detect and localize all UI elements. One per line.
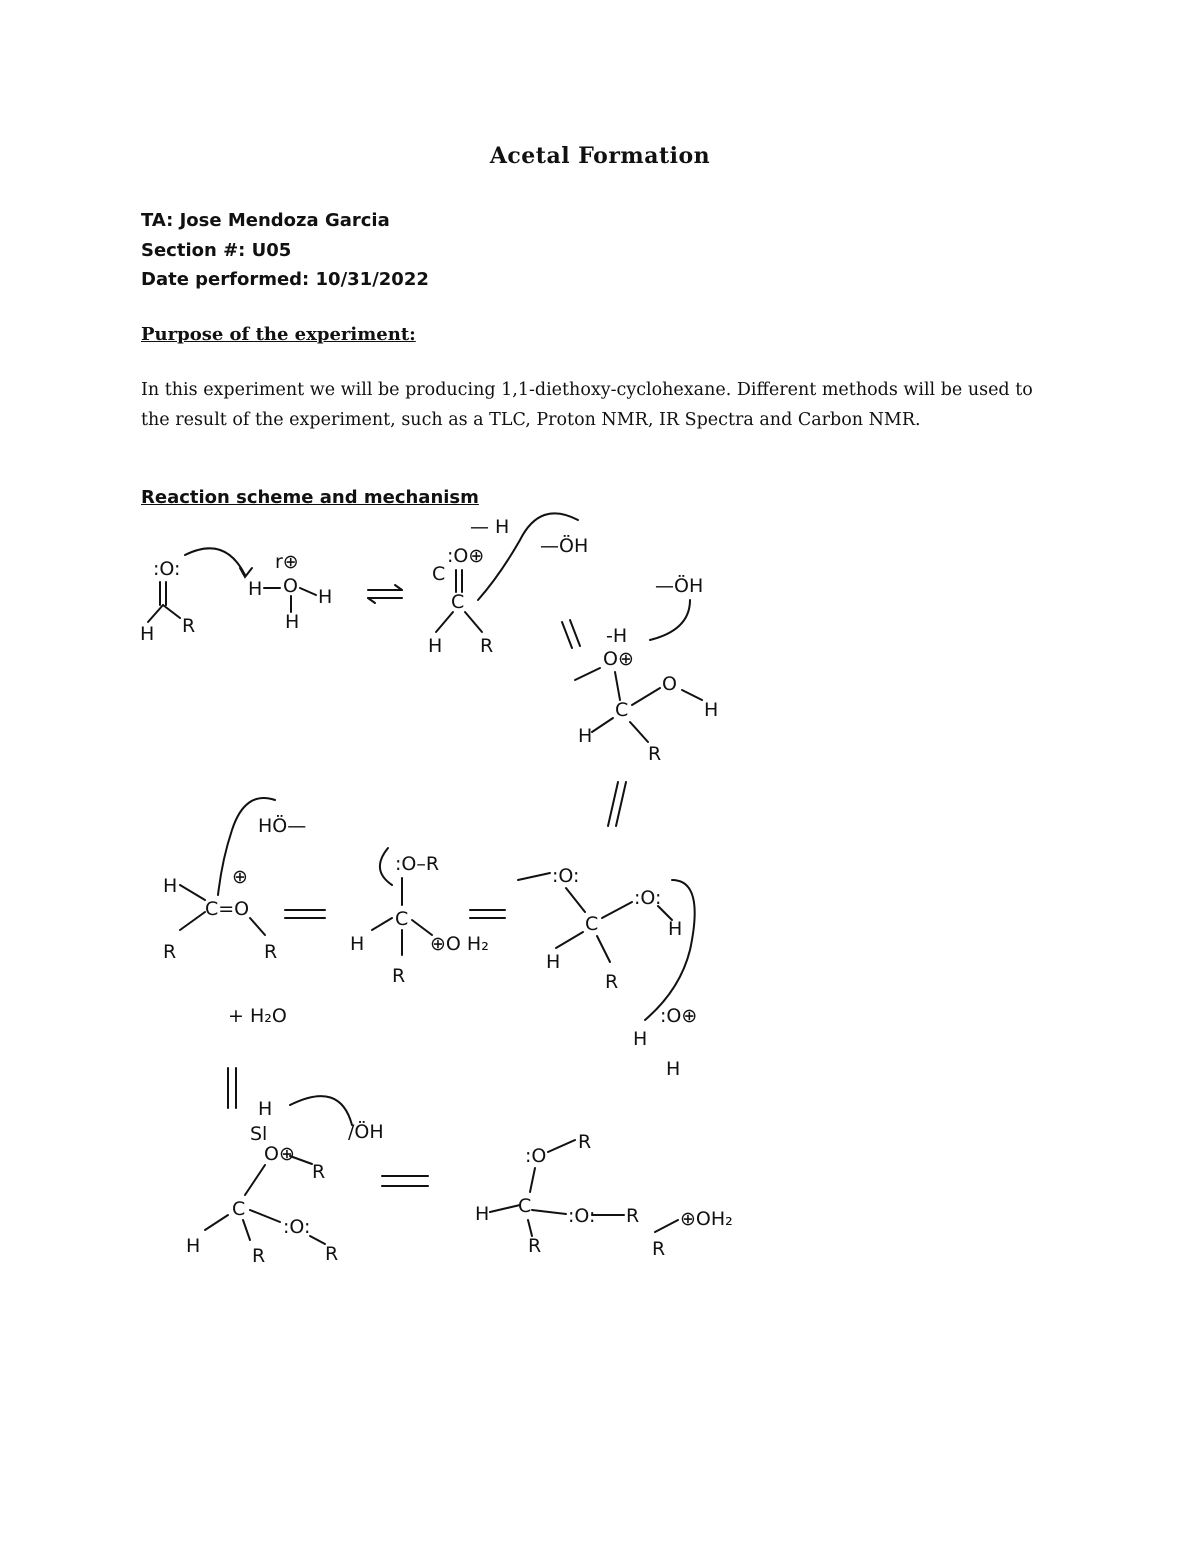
svg-text::O: :O bbox=[525, 1145, 547, 1167]
svg-text:H: H bbox=[318, 586, 333, 608]
equilibrium-arrow-2 bbox=[562, 620, 580, 648]
hydronium-product bbox=[652, 1208, 733, 1260]
arrow-curved-1 bbox=[185, 548, 245, 575]
document-title: Acetal Formation bbox=[489, 143, 711, 169]
equilibrium-arrow-4 bbox=[470, 910, 505, 918]
svg-text:R: R bbox=[605, 971, 619, 993]
svg-text:C: C bbox=[451, 591, 465, 613]
svg-text:C: C bbox=[432, 563, 446, 585]
svg-text:O: O bbox=[662, 673, 677, 695]
svg-text::O⊕: :O⊕ bbox=[660, 1005, 698, 1027]
svg-text:— H: — H bbox=[470, 516, 510, 538]
equilibrium-arrow-3 bbox=[608, 782, 626, 826]
svg-text:O⊕: O⊕ bbox=[603, 648, 634, 670]
svg-text:C: C bbox=[518, 1195, 532, 1217]
reaction-heading: Reaction scheme and mechanism bbox=[141, 487, 479, 508]
svg-text:R: R bbox=[626, 1205, 640, 1227]
step6-oxocarbenium bbox=[163, 866, 277, 963]
svg-text:R: R bbox=[325, 1243, 339, 1265]
svg-text:H: H bbox=[163, 875, 178, 897]
svg-text:R: R bbox=[182, 615, 196, 637]
ethanol-3: HÖ— bbox=[258, 815, 307, 837]
step3-oxonium bbox=[575, 625, 718, 765]
svg-text:O⊕: O⊕ bbox=[264, 1143, 295, 1165]
equilibrium-arrow-1 bbox=[368, 585, 402, 603]
step2-protonated-carbonyl bbox=[428, 516, 509, 657]
svg-text:H: H bbox=[704, 699, 719, 721]
svg-text:H: H bbox=[666, 1058, 681, 1080]
svg-text:R: R bbox=[312, 1161, 326, 1183]
svg-text:H: H bbox=[140, 623, 155, 645]
svg-text:R: R bbox=[264, 941, 278, 963]
equilibrium-arrow-7 bbox=[382, 1176, 428, 1186]
svg-text::O:: :O: bbox=[552, 865, 580, 887]
svg-text:H: H bbox=[186, 1235, 201, 1257]
step4-hemiacetal bbox=[518, 865, 682, 993]
date-line: Date performed: 10/31/2022 bbox=[141, 269, 429, 290]
ethanol-4: /ÖH bbox=[348, 1121, 384, 1143]
svg-text:R: R bbox=[163, 941, 177, 963]
svg-text:R: R bbox=[480, 635, 494, 657]
svg-text::O:: :O: bbox=[283, 1216, 311, 1238]
water-byproduct: + H₂O bbox=[228, 1005, 287, 1027]
arrow-curved-3 bbox=[645, 880, 695, 1020]
svg-text:R: R bbox=[252, 1245, 266, 1267]
svg-text:⊕OH₂: ⊕OH₂ bbox=[680, 1208, 733, 1230]
svg-text::O–R: :O–R bbox=[395, 853, 440, 875]
svg-text::O:: :O: bbox=[153, 558, 181, 580]
ethanol-2: —ÖH bbox=[655, 575, 704, 597]
svg-text:Sl: Sl bbox=[250, 1123, 268, 1145]
svg-text:R: R bbox=[392, 965, 406, 987]
svg-text:H: H bbox=[428, 635, 443, 657]
hydronium-2 bbox=[633, 1005, 697, 1080]
svg-text:r⊕: r⊕ bbox=[275, 551, 299, 573]
svg-text:H: H bbox=[285, 611, 300, 633]
svg-text::O:: :O: bbox=[634, 887, 662, 909]
svg-text:O: O bbox=[283, 575, 298, 597]
svg-text:R: R bbox=[578, 1131, 592, 1153]
svg-text:C: C bbox=[395, 908, 409, 930]
step7-protonated-acetal bbox=[186, 1098, 338, 1267]
section-line: Section #: U05 bbox=[141, 240, 292, 261]
svg-text:H: H bbox=[258, 1098, 273, 1120]
final-acetal bbox=[475, 1131, 639, 1257]
equilibrium-arrow-5 bbox=[285, 910, 325, 918]
svg-text:H: H bbox=[248, 578, 263, 600]
arrow-curved-2 bbox=[478, 513, 578, 600]
svg-text:H: H bbox=[546, 951, 561, 973]
svg-text:⊕: ⊕ bbox=[232, 866, 248, 888]
svg-text:C=O: C=O bbox=[205, 898, 250, 920]
svg-text:⊕O H₂: ⊕O H₂ bbox=[430, 933, 489, 955]
purpose-heading: Purpose of the experiment: bbox=[141, 324, 416, 345]
svg-text:H: H bbox=[633, 1028, 648, 1050]
svg-text::O:: :O: bbox=[568, 1205, 596, 1227]
svg-text:H: H bbox=[475, 1203, 490, 1225]
svg-text:R: R bbox=[652, 1238, 666, 1260]
ethanol-1: —ÖH bbox=[540, 535, 589, 557]
svg-text:C: C bbox=[615, 699, 629, 721]
ta-line: TA: Jose Mendoza Garcia bbox=[141, 210, 390, 231]
svg-text:C: C bbox=[585, 913, 599, 935]
step1-aldehyde bbox=[140, 558, 195, 645]
svg-text:H: H bbox=[578, 725, 593, 747]
equilibrium-arrow-6 bbox=[228, 1068, 236, 1108]
purpose-text: In this experiment we will be producing 1,1-diethoxy-cyclohexane. Different methods will be used to the result of the experiment, such as a TLC, Proton NMR, IR Spectra and Carbon NMR. bbox=[141, 380, 1033, 430]
arrow-curved-4 bbox=[218, 798, 275, 895]
step1-hydronium bbox=[248, 551, 332, 633]
svg-text:-H: -H bbox=[606, 625, 628, 647]
svg-text:C: C bbox=[232, 1198, 246, 1220]
arrow-curved-5 bbox=[290, 1096, 352, 1125]
svg-text:R: R bbox=[648, 743, 662, 765]
svg-text:H: H bbox=[350, 933, 365, 955]
svg-text:H: H bbox=[668, 918, 683, 940]
step5-protonated-hemiacetal bbox=[350, 848, 489, 987]
svg-text:R: R bbox=[528, 1235, 542, 1257]
svg-text::O⊕: :O⊕ bbox=[447, 545, 485, 567]
